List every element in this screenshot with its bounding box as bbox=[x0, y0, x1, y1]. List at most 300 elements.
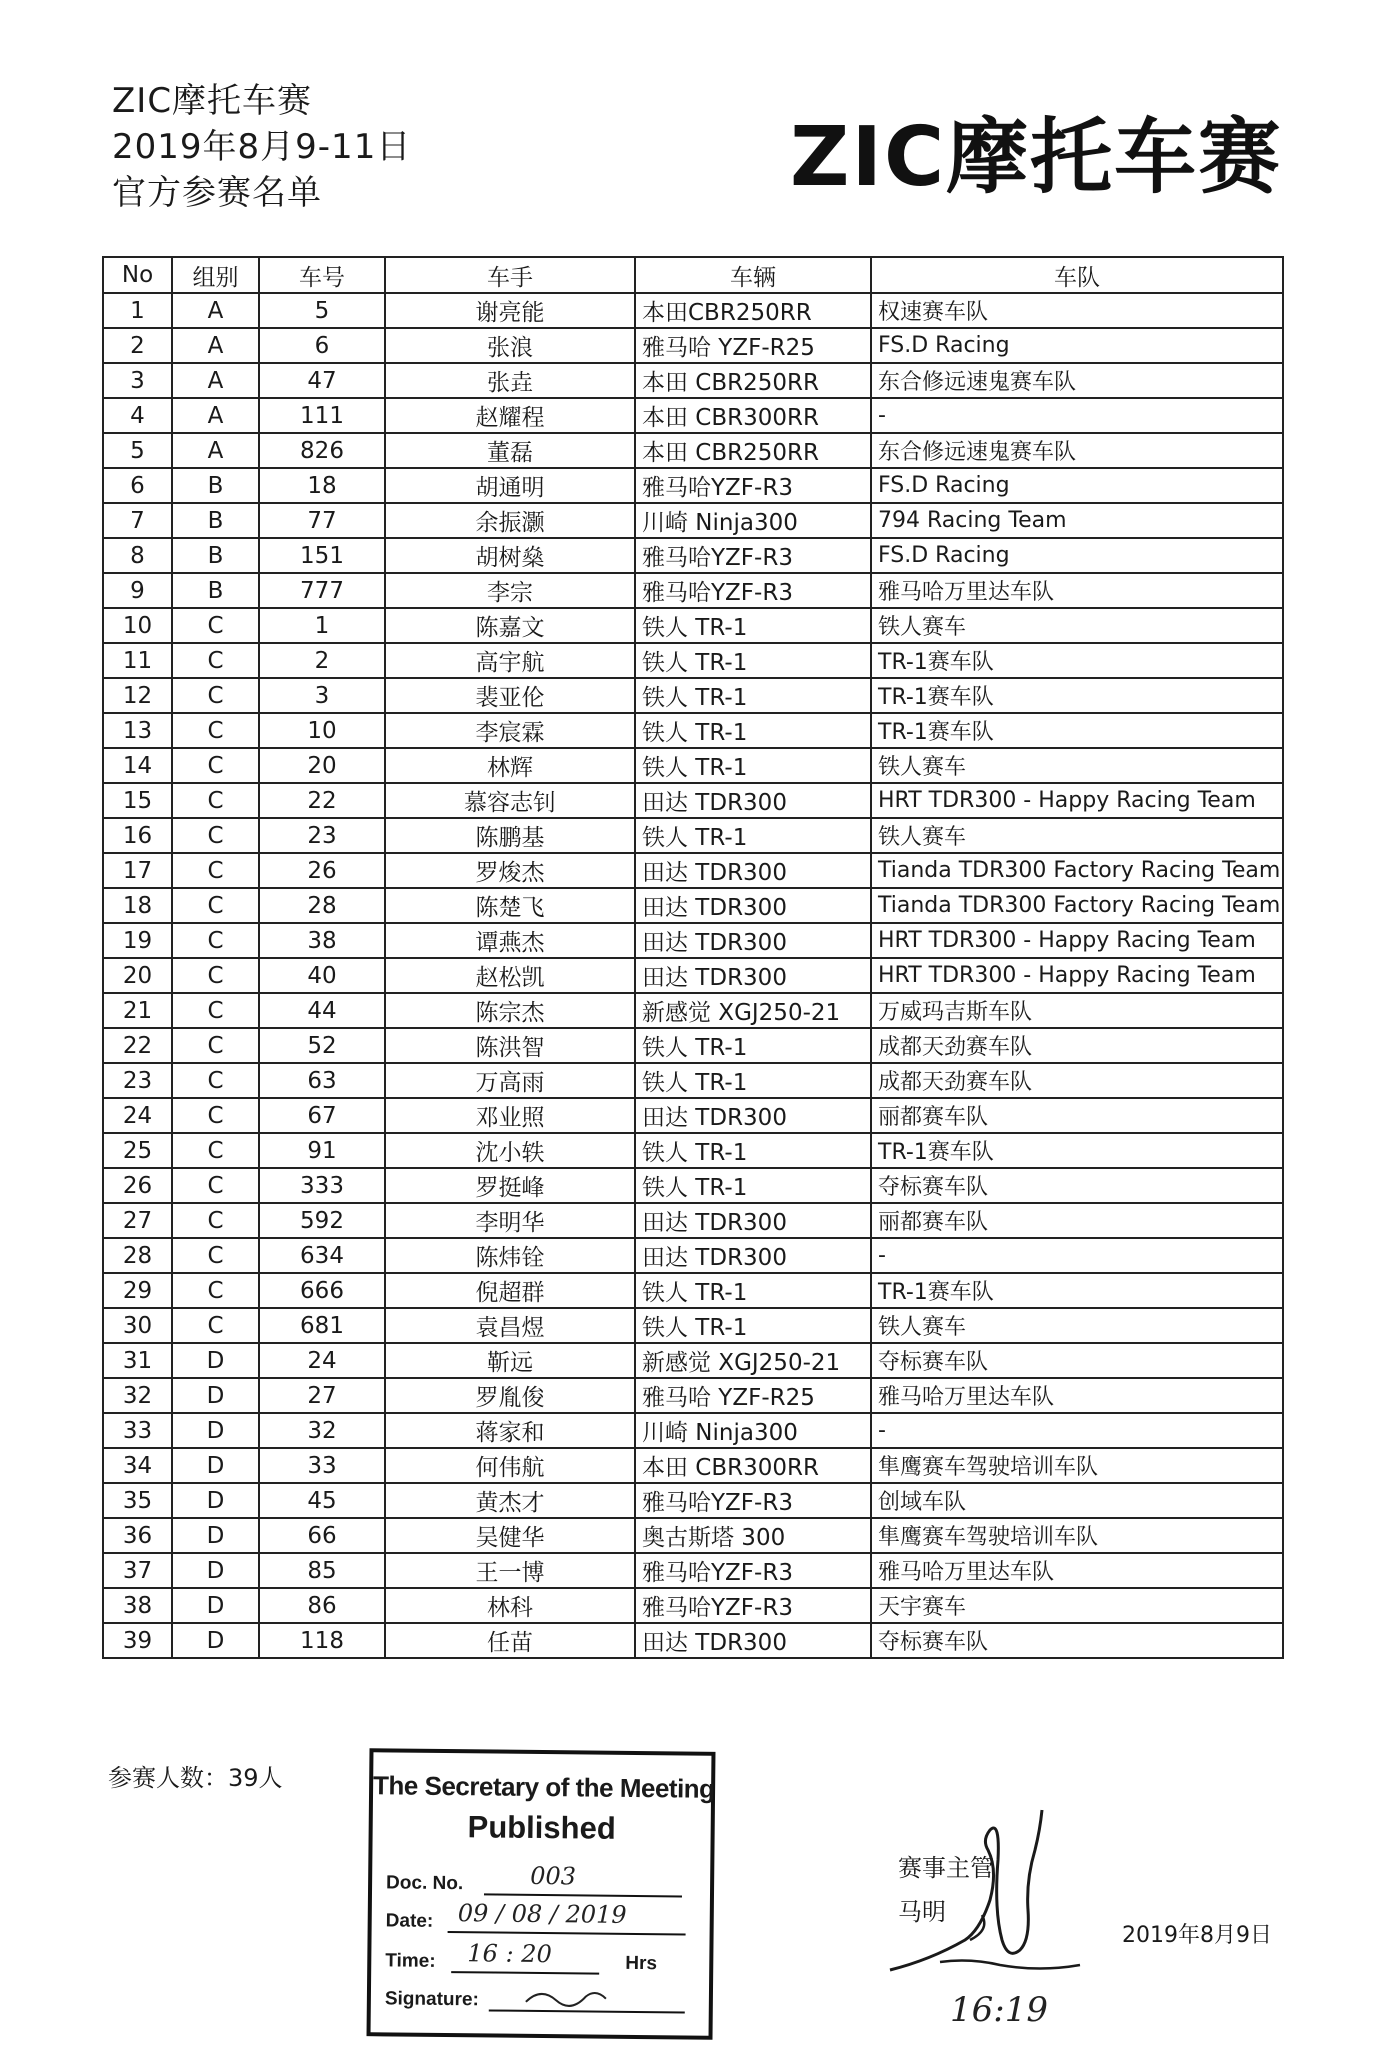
column-header: No bbox=[103, 257, 172, 293]
sign-date: 2019年8月9日 bbox=[1122, 1923, 1272, 1948]
rider-name: 陈炜铨 bbox=[385, 1238, 635, 1273]
motorcycle: 雅马哈YZF-R3 bbox=[635, 1588, 871, 1623]
entry-class: B bbox=[172, 573, 259, 608]
entry-class: B bbox=[172, 503, 259, 538]
race-number: 666 bbox=[259, 1273, 385, 1308]
entry-class: D bbox=[172, 1413, 259, 1448]
entry-class: B bbox=[172, 538, 259, 573]
team-name: 丽都赛车队 bbox=[871, 1098, 1283, 1133]
published-stamp bbox=[367, 1748, 716, 2040]
column-header: 车队 bbox=[871, 257, 1283, 293]
table-row bbox=[103, 573, 1283, 608]
team-name: 权速赛车队 bbox=[871, 293, 1283, 328]
entry-no: 37 bbox=[103, 1553, 172, 1588]
entry-no: 25 bbox=[103, 1133, 172, 1168]
stamp-doc-label: Doc. No. bbox=[385, 1872, 464, 1895]
motorcycle: 铁人 TR-1 bbox=[635, 713, 871, 748]
motorcycle: 铁人 TR-1 bbox=[635, 748, 871, 783]
rider-name: 陈楚飞 bbox=[385, 888, 635, 923]
entry-no: 4 bbox=[103, 398, 172, 433]
entry-class: D bbox=[172, 1483, 259, 1518]
entry-class: C bbox=[172, 1308, 259, 1343]
rider-name: 胡树燊 bbox=[385, 538, 635, 573]
race-number: 5 bbox=[259, 293, 385, 328]
entry-class: C bbox=[172, 1133, 259, 1168]
motorcycle: 田达 TDR300 bbox=[635, 1203, 871, 1238]
table-row bbox=[103, 1343, 1283, 1378]
race-number: 151 bbox=[259, 538, 385, 573]
table-row bbox=[103, 1448, 1283, 1483]
entry-no: 32 bbox=[103, 1378, 172, 1413]
race-number: 27 bbox=[259, 1378, 385, 1413]
table-row bbox=[103, 398, 1283, 433]
entry-class: C bbox=[172, 818, 259, 853]
table-row bbox=[103, 1308, 1283, 1343]
race-number: 118 bbox=[259, 1623, 385, 1658]
rider-name: 吴健华 bbox=[385, 1518, 635, 1553]
table-row bbox=[103, 293, 1283, 328]
motorcycle: 铁人 TR-1 bbox=[635, 608, 871, 643]
entry-class: C bbox=[172, 1273, 259, 1308]
team-name: FS.D Racing bbox=[871, 468, 1283, 503]
entry-class: C bbox=[172, 713, 259, 748]
rider-name: 陈鹏基 bbox=[385, 818, 635, 853]
race-number: 826 bbox=[259, 433, 385, 468]
team-name: Tianda TDR300 Factory Racing Team bbox=[871, 853, 1283, 888]
entry-no: 19 bbox=[103, 923, 172, 958]
entry-no: 34 bbox=[103, 1448, 172, 1483]
entry-class: C bbox=[172, 923, 259, 958]
motorcycle: 铁人 TR-1 bbox=[635, 1133, 871, 1168]
entry-class: C bbox=[172, 958, 259, 993]
table-row bbox=[103, 1553, 1283, 1588]
race-number: 32 bbox=[259, 1413, 385, 1448]
rider-name: 沈小轶 bbox=[385, 1133, 635, 1168]
entry-no: 11 bbox=[103, 643, 172, 678]
table-row bbox=[103, 1203, 1283, 1238]
team-name: HRT TDR300 - Happy Racing Team bbox=[871, 783, 1283, 818]
rider-name: 余振灏 bbox=[385, 503, 635, 538]
entry-no: 31 bbox=[103, 1343, 172, 1378]
entry-no: 13 bbox=[103, 713, 172, 748]
entry-class: D bbox=[172, 1588, 259, 1623]
motorcycle: 雅马哈 YZF-R25 bbox=[635, 1378, 871, 1413]
entry-class: C bbox=[172, 853, 259, 888]
table-row bbox=[103, 1133, 1283, 1168]
race-number: 23 bbox=[259, 818, 385, 853]
table-row bbox=[103, 678, 1283, 713]
motorcycle: 雅马哈YZF-R3 bbox=[635, 1483, 871, 1518]
entry-no: 30 bbox=[103, 1308, 172, 1343]
rider-name: 陈嘉文 bbox=[385, 608, 635, 643]
table-row bbox=[103, 1623, 1283, 1658]
column-header: 车号 bbox=[259, 257, 385, 293]
race-number: 33 bbox=[259, 1448, 385, 1483]
table-row bbox=[103, 1168, 1283, 1203]
motorcycle: 本田 CBR250RR bbox=[635, 363, 871, 398]
column-header: 车手 bbox=[385, 257, 635, 293]
table-row bbox=[103, 958, 1283, 993]
stamp-date-label: Date: bbox=[385, 1910, 434, 1932]
table-row bbox=[103, 328, 1283, 363]
entry-class: B bbox=[172, 468, 259, 503]
motorcycle: 田达 TDR300 bbox=[635, 783, 871, 818]
team-name: HRT TDR300 - Happy Racing Team bbox=[871, 923, 1283, 958]
entry-class: D bbox=[172, 1553, 259, 1588]
signed-time: 16:19 bbox=[950, 1990, 1048, 2030]
race-number: 86 bbox=[259, 1588, 385, 1623]
motorcycle: 川崎 Ninja300 bbox=[635, 503, 871, 538]
rider-name: 裴亚伦 bbox=[385, 678, 635, 713]
entry-no: 21 bbox=[103, 993, 172, 1028]
table-row bbox=[103, 468, 1283, 503]
race-number: 44 bbox=[259, 993, 385, 1028]
rider-name: 谢亮能 bbox=[385, 293, 635, 328]
rider-name: 罗胤俊 bbox=[385, 1378, 635, 1413]
table-row bbox=[103, 1063, 1283, 1098]
motorcycle: 本田 CBR300RR bbox=[635, 1448, 871, 1483]
table-body bbox=[103, 293, 1283, 1658]
race-number: 63 bbox=[259, 1063, 385, 1098]
motorcycle: 雅马哈YZF-R3 bbox=[635, 573, 871, 608]
entry-class: A bbox=[172, 433, 259, 468]
motorcycle: 本田 CBR250RR bbox=[635, 433, 871, 468]
race-number: 66 bbox=[259, 1518, 385, 1553]
motorcycle: 新感觉 XGJ250-21 bbox=[635, 1343, 871, 1378]
team-name: 创域车队 bbox=[871, 1483, 1283, 1518]
table-row bbox=[103, 748, 1283, 783]
rider-name: 万高雨 bbox=[385, 1063, 635, 1098]
motorcycle: 田达 TDR300 bbox=[635, 1623, 871, 1658]
race-number: 111 bbox=[259, 398, 385, 433]
rider-name: 李宸霖 bbox=[385, 713, 635, 748]
column-header: 车辆 bbox=[635, 257, 871, 293]
race-number: 634 bbox=[259, 1238, 385, 1273]
team-name: 雅马哈万里达车队 bbox=[871, 1378, 1283, 1413]
rider-name: 李明华 bbox=[385, 1203, 635, 1238]
document-header bbox=[112, 78, 411, 216]
table-row bbox=[103, 818, 1283, 853]
rider-name: 任苗 bbox=[385, 1623, 635, 1658]
team-name: 794 Racing Team bbox=[871, 503, 1283, 538]
race-number: 2 bbox=[259, 643, 385, 678]
rider-name: 张浪 bbox=[385, 328, 635, 363]
rider-name: 靳远 bbox=[385, 1343, 635, 1378]
entry-class: D bbox=[172, 1518, 259, 1553]
handwritten-signature bbox=[870, 1790, 1100, 2020]
entry-no: 1 bbox=[103, 293, 172, 328]
motorcycle: 田达 TDR300 bbox=[635, 923, 871, 958]
entry-no: 35 bbox=[103, 1483, 172, 1518]
stamp-title: The Secretary of the Meeting bbox=[372, 1770, 715, 1804]
team-name: FS.D Racing bbox=[871, 328, 1283, 363]
rider-name: 陈洪智 bbox=[385, 1028, 635, 1063]
team-name: 夺标赛车队 bbox=[871, 1168, 1283, 1203]
team-name: 雅马哈万里达车队 bbox=[871, 573, 1283, 608]
entry-class: A bbox=[172, 398, 259, 433]
table-row bbox=[103, 888, 1283, 923]
entry-class: C bbox=[172, 1203, 259, 1238]
race-number: 52 bbox=[259, 1028, 385, 1063]
table-row bbox=[103, 433, 1283, 468]
signer-name: 马明 bbox=[898, 1898, 946, 1926]
entry-no: 24 bbox=[103, 1098, 172, 1133]
stamp-signature-scribble bbox=[521, 1982, 611, 2013]
entry-no: 38 bbox=[103, 1588, 172, 1623]
motorcycle: 铁人 TR-1 bbox=[635, 1028, 871, 1063]
table-row bbox=[103, 1238, 1283, 1273]
table-row bbox=[103, 1028, 1283, 1063]
entry-no: 27 bbox=[103, 1203, 172, 1238]
entry-class: C bbox=[172, 888, 259, 923]
rider-name: 赵松凯 bbox=[385, 958, 635, 993]
race-number: 91 bbox=[259, 1133, 385, 1168]
team-name: 铁人赛车 bbox=[871, 608, 1283, 643]
rider-name: 谭燕杰 bbox=[385, 923, 635, 958]
stamp-doc-line bbox=[484, 1867, 682, 1897]
table-row bbox=[103, 503, 1283, 538]
stamp-date-value: 09 / 08 / 2019 bbox=[457, 1899, 627, 1929]
entry-no: 29 bbox=[103, 1273, 172, 1308]
race-number: 85 bbox=[259, 1553, 385, 1588]
entry-no: 2 bbox=[103, 328, 172, 363]
table-row bbox=[103, 1588, 1283, 1623]
table-row bbox=[103, 1273, 1283, 1308]
table-row bbox=[103, 538, 1283, 573]
race-number: 1 bbox=[259, 608, 385, 643]
entry-no: 10 bbox=[103, 608, 172, 643]
motorcycle: 铁人 TR-1 bbox=[635, 1308, 871, 1343]
race-number: 38 bbox=[259, 923, 385, 958]
motorcycle: 田达 TDR300 bbox=[635, 853, 871, 888]
entry-no: 16 bbox=[103, 818, 172, 853]
race-number: 67 bbox=[259, 1098, 385, 1133]
team-name: 铁人赛车 bbox=[871, 818, 1283, 853]
entry-no: 20 bbox=[103, 958, 172, 993]
table-header-row bbox=[103, 257, 1283, 293]
table-row bbox=[103, 1378, 1283, 1413]
rider-name: 赵耀程 bbox=[385, 398, 635, 433]
team-name: TR-1赛车队 bbox=[871, 1273, 1283, 1308]
entry-class: D bbox=[172, 1378, 259, 1413]
rider-name: 倪超群 bbox=[385, 1273, 635, 1308]
rider-name: 张垚 bbox=[385, 363, 635, 398]
race-number: 26 bbox=[259, 853, 385, 888]
rider-name: 李宗 bbox=[385, 573, 635, 608]
event-name: ZIC摩托车赛 bbox=[112, 81, 313, 121]
team-name: 成都天劲赛车队 bbox=[871, 1028, 1283, 1063]
entry-class: C bbox=[172, 1098, 259, 1133]
team-name: 隼鹰赛车驾驶培训车队 bbox=[871, 1448, 1283, 1483]
race-number: 3 bbox=[259, 678, 385, 713]
column-header: 组别 bbox=[172, 257, 259, 293]
motorcycle: 田达 TDR300 bbox=[635, 958, 871, 993]
rider-name: 慕容志钊 bbox=[385, 783, 635, 818]
motorcycle: 川崎 Ninja300 bbox=[635, 1413, 871, 1448]
motorcycle: 本田 CBR300RR bbox=[635, 398, 871, 433]
team-name: 丽都赛车队 bbox=[871, 1203, 1283, 1238]
team-name: - bbox=[871, 1413, 1283, 1448]
race-number: 20 bbox=[259, 748, 385, 783]
stamp-time-unit: Hrs bbox=[625, 1952, 658, 1975]
race-number: 28 bbox=[259, 888, 385, 923]
rider-name: 王一博 bbox=[385, 1553, 635, 1588]
race-number: 40 bbox=[259, 958, 385, 993]
race-number: 777 bbox=[259, 573, 385, 608]
entry-no: 7 bbox=[103, 503, 172, 538]
team-name: 万威玛吉斯车队 bbox=[871, 993, 1283, 1028]
motorcycle: 雅马哈YZF-R3 bbox=[635, 1553, 871, 1588]
motorcycle: 田达 TDR300 bbox=[635, 1098, 871, 1133]
entry-class: D bbox=[172, 1623, 259, 1658]
team-name: 隼鹰赛车驾驶培训车队 bbox=[871, 1518, 1283, 1553]
race-number: 47 bbox=[259, 363, 385, 398]
table-row bbox=[103, 993, 1283, 1028]
race-number: 6 bbox=[259, 328, 385, 363]
race-number: 681 bbox=[259, 1308, 385, 1343]
entry-class: C bbox=[172, 643, 259, 678]
table-row bbox=[103, 643, 1283, 678]
entry-no: 12 bbox=[103, 678, 172, 713]
motorcycle: 铁人 TR-1 bbox=[635, 678, 871, 713]
table-row bbox=[103, 363, 1283, 398]
entry-no: 15 bbox=[103, 783, 172, 818]
entry-class: D bbox=[172, 1343, 259, 1378]
rider-name: 董磊 bbox=[385, 433, 635, 468]
stamp-doc-value: 003 bbox=[530, 1861, 577, 1891]
entry-no: 8 bbox=[103, 538, 172, 573]
entry-no: 28 bbox=[103, 1238, 172, 1273]
team-name: 夺标赛车队 bbox=[871, 1623, 1283, 1658]
motorcycle: 田达 TDR300 bbox=[635, 888, 871, 923]
team-name: Tianda TDR300 Factory Racing Team bbox=[871, 888, 1283, 923]
entry-class: A bbox=[172, 328, 259, 363]
entry-no: 6 bbox=[103, 468, 172, 503]
rider-name: 罗挺峰 bbox=[385, 1168, 635, 1203]
entry-class: C bbox=[172, 678, 259, 713]
race-number: 18 bbox=[259, 468, 385, 503]
entry-list-table bbox=[102, 256, 1284, 1659]
rider-name: 邓业照 bbox=[385, 1098, 635, 1133]
motorcycle: 本田CBR250RR bbox=[635, 293, 871, 328]
team-name: 夺标赛车队 bbox=[871, 1343, 1283, 1378]
entry-no: 3 bbox=[103, 363, 172, 398]
rider-name: 林辉 bbox=[385, 748, 635, 783]
team-name: 天宇赛车 bbox=[871, 1588, 1283, 1623]
entry-no: 14 bbox=[103, 748, 172, 783]
entry-class: C bbox=[172, 608, 259, 643]
team-name: TR-1赛车队 bbox=[871, 643, 1283, 678]
motorcycle: 铁人 TR-1 bbox=[635, 818, 871, 853]
race-number: 77 bbox=[259, 503, 385, 538]
team-name: 铁人赛车 bbox=[871, 748, 1283, 783]
race-number: 10 bbox=[259, 713, 385, 748]
stamp-status: Published bbox=[467, 1809, 616, 1846]
entry-class: A bbox=[172, 363, 259, 398]
team-name: 成都天劲赛车队 bbox=[871, 1063, 1283, 1098]
team-name: - bbox=[871, 398, 1283, 433]
team-name: FS.D Racing bbox=[871, 538, 1283, 573]
entry-no: 17 bbox=[103, 853, 172, 888]
entry-no: 9 bbox=[103, 573, 172, 608]
table-row bbox=[103, 608, 1283, 643]
entry-class: C bbox=[172, 748, 259, 783]
entry-no: 33 bbox=[103, 1413, 172, 1448]
entry-class: C bbox=[172, 1028, 259, 1063]
entry-no: 36 bbox=[103, 1518, 172, 1553]
race-number: 24 bbox=[259, 1343, 385, 1378]
team-name: 铁人赛车 bbox=[871, 1308, 1283, 1343]
rider-name: 陈宗杰 bbox=[385, 993, 635, 1028]
table-row bbox=[103, 1413, 1283, 1448]
entry-class: C bbox=[172, 1063, 259, 1098]
event-logo: ZIC摩托车赛 bbox=[790, 110, 1283, 205]
stamp-signature-label: Signature: bbox=[384, 1988, 479, 2011]
team-name: 雅马哈万里达车队 bbox=[871, 1553, 1283, 1588]
team-name: HRT TDR300 - Happy Racing Team bbox=[871, 958, 1283, 993]
table-row bbox=[103, 1518, 1283, 1553]
entry-class: C bbox=[172, 783, 259, 818]
entry-class: A bbox=[172, 293, 259, 328]
table-row bbox=[103, 853, 1283, 888]
team-name: TR-1赛车队 bbox=[871, 713, 1283, 748]
motorcycle: 铁人 TR-1 bbox=[635, 1273, 871, 1308]
rider-name: 罗焌杰 bbox=[385, 853, 635, 888]
race-number: 45 bbox=[259, 1483, 385, 1518]
table-row bbox=[103, 923, 1283, 958]
motorcycle: 铁人 TR-1 bbox=[635, 1063, 871, 1098]
team-name: - bbox=[871, 1238, 1283, 1273]
rider-name: 高宇航 bbox=[385, 643, 635, 678]
race-number: 592 bbox=[259, 1203, 385, 1238]
entry-no: 5 bbox=[103, 433, 172, 468]
team-name: TR-1赛车队 bbox=[871, 678, 1283, 713]
stamp-time-value: 16 : 20 bbox=[467, 1939, 552, 1969]
rider-name: 何伟航 bbox=[385, 1448, 635, 1483]
table-row bbox=[103, 1098, 1283, 1133]
signer-title: 赛事主管 bbox=[898, 1854, 994, 1882]
entry-class: C bbox=[172, 1168, 259, 1203]
race-number: 22 bbox=[259, 783, 385, 818]
entry-no: 23 bbox=[103, 1063, 172, 1098]
table-row bbox=[103, 783, 1283, 818]
entry-class: C bbox=[172, 993, 259, 1028]
entry-class: D bbox=[172, 1448, 259, 1483]
motorcycle: 雅马哈YZF-R3 bbox=[635, 538, 871, 573]
rider-name: 袁昌煜 bbox=[385, 1308, 635, 1343]
entry-no: 18 bbox=[103, 888, 172, 923]
stamp-time-label: Time: bbox=[385, 1950, 436, 1972]
motorcycle: 铁人 TR-1 bbox=[635, 643, 871, 678]
entry-no: 22 bbox=[103, 1028, 172, 1063]
team-name: 东合修远速鬼赛车队 bbox=[871, 363, 1283, 398]
event-dates: 2019年8月9-11日 bbox=[112, 127, 412, 167]
participant-count: 参赛人数：39人 bbox=[108, 1764, 283, 1792]
motorcycle: 奥古斯塔 300 bbox=[635, 1518, 871, 1553]
document-title: 官方参赛名单 bbox=[112, 173, 322, 213]
motorcycle: 铁人 TR-1 bbox=[635, 1168, 871, 1203]
team-name: TR-1赛车队 bbox=[871, 1133, 1283, 1168]
team-name: 东合修远速鬼赛车队 bbox=[871, 433, 1283, 468]
race-number: 333 bbox=[259, 1168, 385, 1203]
entry-no: 26 bbox=[103, 1168, 172, 1203]
table-row bbox=[103, 1483, 1283, 1518]
rider-name: 黄杰才 bbox=[385, 1483, 635, 1518]
motorcycle: 雅马哈 YZF-R25 bbox=[635, 328, 871, 363]
table-row bbox=[103, 713, 1283, 748]
rider-name: 胡通明 bbox=[385, 468, 635, 503]
motorcycle: 田达 TDR300 bbox=[635, 1238, 871, 1273]
